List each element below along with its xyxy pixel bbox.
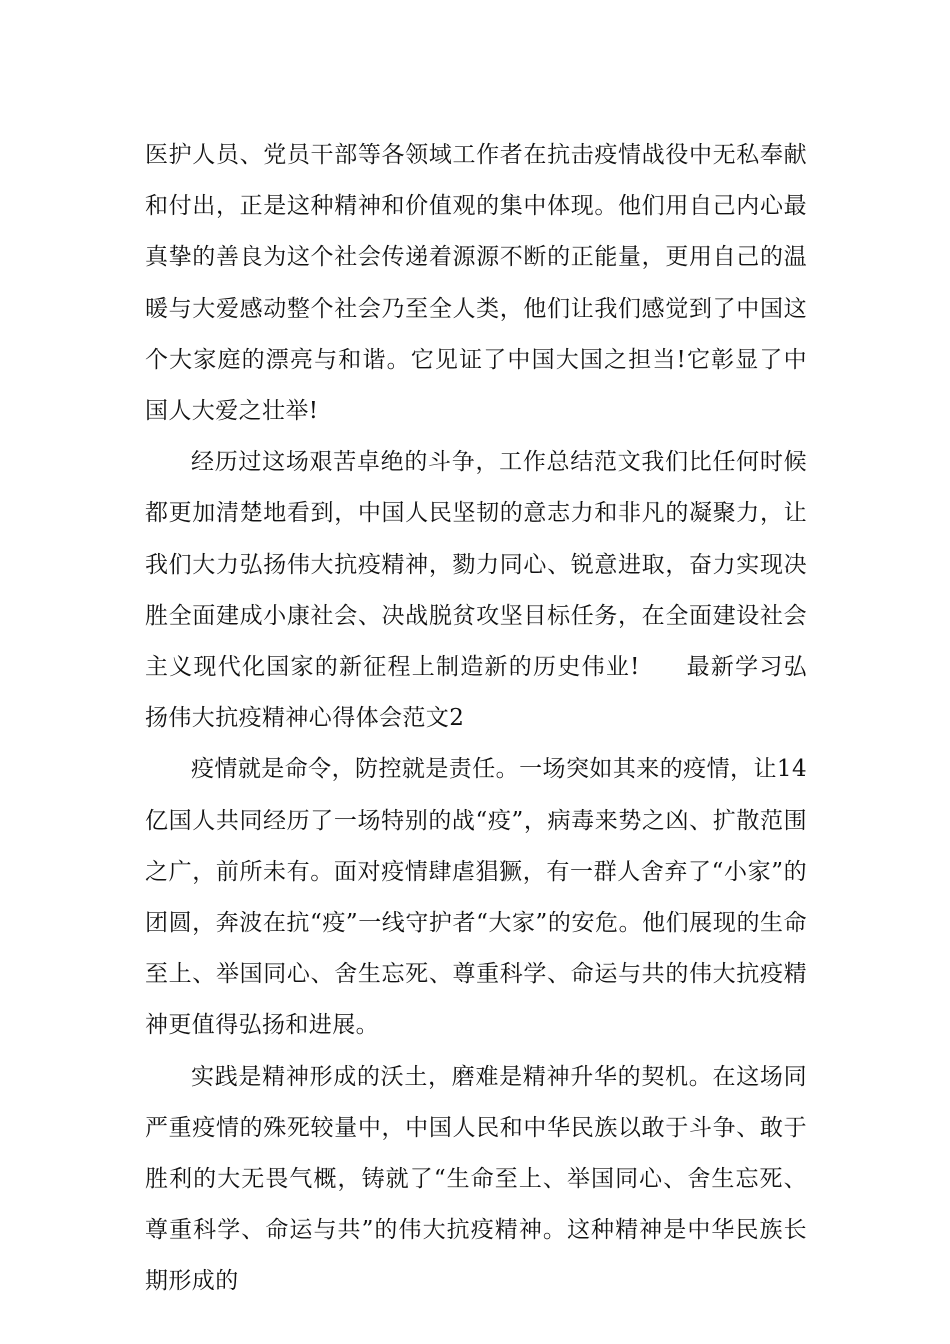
paragraph-2 [145, 437, 807, 744]
section-heading: 最新学习弘扬伟大抗疫精神心得体会范文2 [145, 654, 807, 732]
paragraph-2-text: 经历过这场艰苦卓绝的斗争，工作总结范文我们比任何时候都更加清楚地看到，中国人民坚韧的意志力和非凡的凝聚力，让我们大力弘扬伟大抗疫精神，勠力同心、锐意进取，奋力实现决胜全面建成小康社会、决战脱贫攻坚目标任务，在全面建设社会主义现代化国家的新征程上制造新的历史伟业! [145, 449, 807, 681]
paragraph-1 [145, 130, 807, 437]
paragraph-4-text: 实践是精神形成的沃土，磨难是精神升华的契机。在这场同严重疫情的殊死较量中，中国人民和中华民族以敢于斗争、敢于胜利的大无畏气概，铸就了“生命至上、举国同心、舍生忘死、尊重科学、命运与共”的伟大抗疫精神。这种精神是中华民族长期形成的 [145, 1063, 807, 1295]
paragraph-4 [145, 1052, 807, 1308]
paragraph-3-text: 疫情就是命令，防控就是责任。一场突如其来的疫情，让14亿国人共同经历了一场特别的战“疫”，病毒来势之凶、扩散范围之广，前所未有。面对疫情肆虐猖獗，有一群人舍弃了“小家”的团圆，奔波在抗“疫”一线守护者“大家”的安危。他们展现的生命至上、举国同心、舍生忘死、尊重科学、命运与共的伟大抗疫精神更值得弘扬和进展。 [145, 756, 807, 1039]
paragraph-1-text: 医护人员、党员干部等各领域工作者在抗击疫情战役中无私奉献和付出，正是这种精神和价值观的集中体现。他们用自己内心最真挚的善良为这个社会传递着源源不断的正能量，更用自己的温暖与大爱感动整个社会乃至全人类，他们让我们感觉到了中国这个大家庭的漂亮与和谐。它见证了中国大国之担当!它彰显了中国人大爱之壮举! [145, 142, 807, 425]
paragraph-3 [145, 744, 807, 1051]
document-body [145, 130, 807, 1308]
